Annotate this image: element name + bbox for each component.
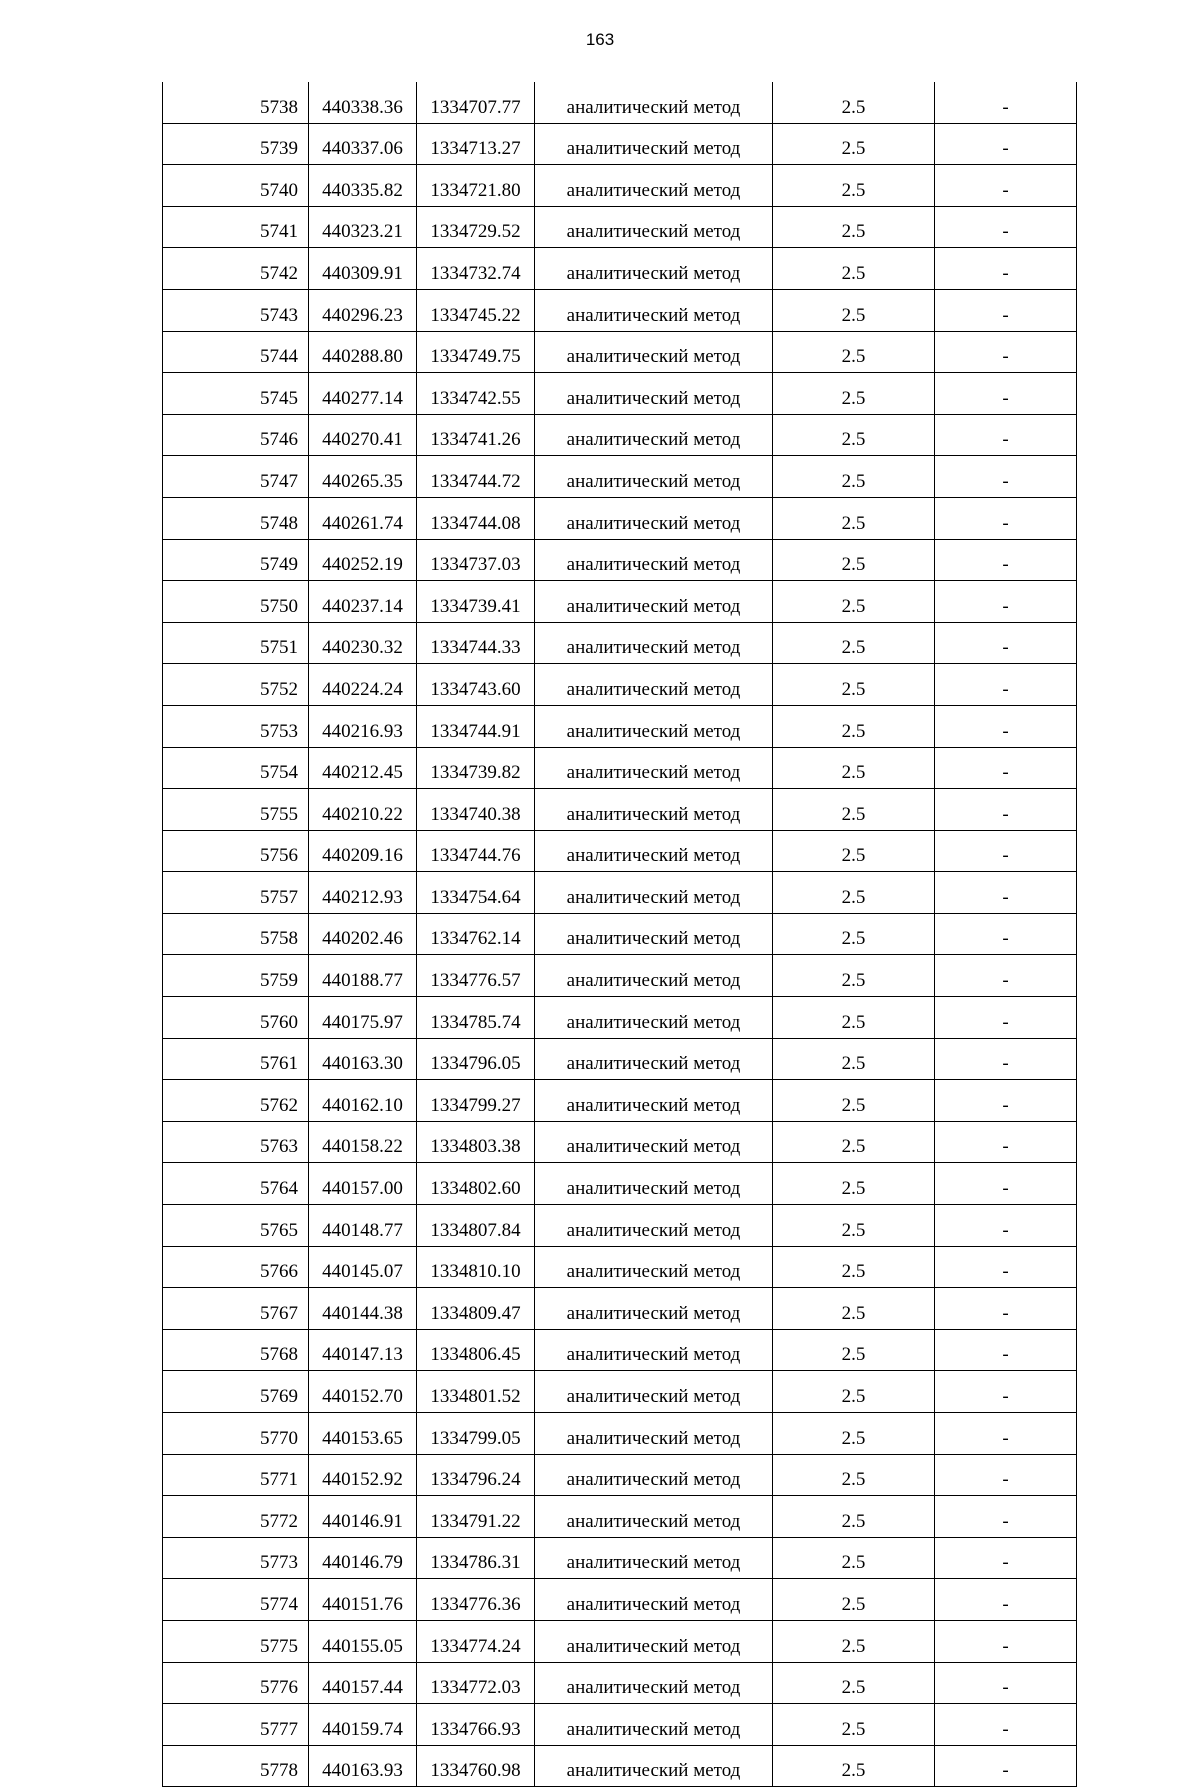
accuracy-cell: 2.5 xyxy=(773,789,935,831)
accuracy-cell: 2.5 xyxy=(773,997,935,1039)
coordinates-table-body xyxy=(163,82,1077,1787)
table-row xyxy=(163,82,1077,123)
note-cell: - xyxy=(935,581,1077,623)
table-row xyxy=(163,456,1077,498)
table-row xyxy=(163,1413,1077,1455)
point-number-cell: 5765 xyxy=(163,1205,309,1247)
table-row xyxy=(163,1620,1077,1662)
note-cell: - xyxy=(935,1537,1077,1579)
note-cell: - xyxy=(935,1454,1077,1496)
note-cell: - xyxy=(935,414,1077,456)
point-number-cell: 5742 xyxy=(163,248,309,290)
note-cell: - xyxy=(935,913,1077,955)
y-coordinate-cell: 1334739.41 xyxy=(417,581,535,623)
y-coordinate-cell: 1334796.05 xyxy=(417,1038,535,1080)
method-cell: аналитический метод xyxy=(535,497,773,539)
y-coordinate-cell: 1334754.64 xyxy=(417,872,535,914)
point-number-cell: 5745 xyxy=(163,373,309,415)
x-coordinate-cell: 440144.38 xyxy=(309,1288,417,1330)
point-number-cell: 5775 xyxy=(163,1620,309,1662)
method-cell: аналитический метод xyxy=(535,1704,773,1746)
table-row xyxy=(163,373,1077,415)
x-coordinate-cell: 440151.76 xyxy=(309,1579,417,1621)
x-coordinate-cell: 440147.13 xyxy=(309,1329,417,1371)
x-coordinate-cell: 440152.92 xyxy=(309,1454,417,1496)
y-coordinate-cell: 1334774.24 xyxy=(417,1620,535,1662)
y-coordinate-cell: 1334762.14 xyxy=(417,913,535,955)
note-cell: - xyxy=(935,1579,1077,1621)
point-number-cell: 5764 xyxy=(163,1163,309,1205)
y-coordinate-cell: 1334791.22 xyxy=(417,1496,535,1538)
accuracy-cell: 2.5 xyxy=(773,1205,935,1247)
point-number-cell: 5762 xyxy=(163,1080,309,1122)
table-row xyxy=(163,1038,1077,1080)
y-coordinate-cell: 1334802.60 xyxy=(417,1163,535,1205)
method-cell: аналитический метод xyxy=(535,289,773,331)
note-cell: - xyxy=(935,664,1077,706)
note-cell: - xyxy=(935,165,1077,207)
y-coordinate-cell: 1334785.74 xyxy=(417,997,535,1039)
y-coordinate-cell: 1334772.03 xyxy=(417,1662,535,1704)
table-row xyxy=(163,123,1077,165)
table-row xyxy=(163,1080,1077,1122)
accuracy-cell: 2.5 xyxy=(773,1121,935,1163)
x-coordinate-cell: 440252.19 xyxy=(309,539,417,581)
accuracy-cell: 2.5 xyxy=(773,913,935,955)
accuracy-cell: 2.5 xyxy=(773,1662,935,1704)
method-cell: аналитический метод xyxy=(535,1038,773,1080)
note-cell: - xyxy=(935,1496,1077,1538)
table-row xyxy=(163,955,1077,997)
y-coordinate-cell: 1334749.75 xyxy=(417,331,535,373)
accuracy-cell: 2.5 xyxy=(773,1745,935,1787)
note-cell: - xyxy=(935,789,1077,831)
table-row xyxy=(163,539,1077,581)
table-row xyxy=(163,1288,1077,1330)
accuracy-cell: 2.5 xyxy=(773,622,935,664)
note-cell: - xyxy=(935,747,1077,789)
point-number-cell: 5771 xyxy=(163,1454,309,1496)
accuracy-cell: 2.5 xyxy=(773,206,935,248)
table-row xyxy=(163,622,1077,664)
point-number-cell: 5770 xyxy=(163,1413,309,1455)
table-row xyxy=(163,1205,1077,1247)
note-cell: - xyxy=(935,1662,1077,1704)
accuracy-cell: 2.5 xyxy=(773,1246,935,1288)
point-number-cell: 5752 xyxy=(163,664,309,706)
x-coordinate-cell: 440148.77 xyxy=(309,1205,417,1247)
y-coordinate-cell: 1334803.38 xyxy=(417,1121,535,1163)
accuracy-cell: 2.5 xyxy=(773,414,935,456)
x-coordinate-cell: 440288.80 xyxy=(309,331,417,373)
method-cell: аналитический метод xyxy=(535,830,773,872)
point-number-cell: 5776 xyxy=(163,1662,309,1704)
x-coordinate-cell: 440210.22 xyxy=(309,789,417,831)
table-row xyxy=(163,165,1077,207)
method-cell: аналитический метод xyxy=(535,1496,773,1538)
point-number-cell: 5743 xyxy=(163,289,309,331)
x-coordinate-cell: 440146.91 xyxy=(309,1496,417,1538)
x-coordinate-cell: 440212.45 xyxy=(309,747,417,789)
accuracy-cell: 2.5 xyxy=(773,456,935,498)
method-cell: аналитический метод xyxy=(535,913,773,955)
method-cell: аналитический метод xyxy=(535,872,773,914)
point-number-cell: 5750 xyxy=(163,581,309,623)
table-row xyxy=(163,913,1077,955)
point-number-cell: 5747 xyxy=(163,456,309,498)
method-cell: аналитический метод xyxy=(535,539,773,581)
table-row xyxy=(163,705,1077,747)
x-coordinate-cell: 440335.82 xyxy=(309,165,417,207)
note-cell: - xyxy=(935,1288,1077,1330)
method-cell: аналитический метод xyxy=(535,1163,773,1205)
x-coordinate-cell: 440155.05 xyxy=(309,1620,417,1662)
x-coordinate-cell: 440175.97 xyxy=(309,997,417,1039)
page-number: 163 xyxy=(585,30,615,49)
table-row xyxy=(163,1454,1077,1496)
table-row xyxy=(163,997,1077,1039)
x-coordinate-cell: 440158.22 xyxy=(309,1121,417,1163)
table-row xyxy=(163,289,1077,331)
method-cell: аналитический метод xyxy=(535,206,773,248)
coordinates-table xyxy=(162,82,1077,1787)
x-coordinate-cell: 440237.14 xyxy=(309,581,417,623)
y-coordinate-cell: 1334809.47 xyxy=(417,1288,535,1330)
table-row xyxy=(163,747,1077,789)
point-number-cell: 5744 xyxy=(163,331,309,373)
accuracy-cell: 2.5 xyxy=(773,872,935,914)
accuracy-cell: 2.5 xyxy=(773,1163,935,1205)
point-number-cell: 5760 xyxy=(163,997,309,1039)
method-cell: аналитический метод xyxy=(535,1579,773,1621)
x-coordinate-cell: 440261.74 xyxy=(309,497,417,539)
x-coordinate-cell: 440209.16 xyxy=(309,830,417,872)
y-coordinate-cell: 1334807.84 xyxy=(417,1205,535,1247)
x-coordinate-cell: 440163.30 xyxy=(309,1038,417,1080)
y-coordinate-cell: 1334801.52 xyxy=(417,1371,535,1413)
y-coordinate-cell: 1334732.74 xyxy=(417,248,535,290)
table-row xyxy=(163,1745,1077,1787)
point-number-cell: 5761 xyxy=(163,1038,309,1080)
accuracy-cell: 2.5 xyxy=(773,289,935,331)
point-number-cell: 5758 xyxy=(163,913,309,955)
x-coordinate-cell: 440337.06 xyxy=(309,123,417,165)
point-number-cell: 5753 xyxy=(163,705,309,747)
y-coordinate-cell: 1334796.24 xyxy=(417,1454,535,1496)
accuracy-cell: 2.5 xyxy=(773,539,935,581)
note-cell: - xyxy=(935,622,1077,664)
table-row xyxy=(163,664,1077,706)
x-coordinate-cell: 440152.70 xyxy=(309,1371,417,1413)
y-coordinate-cell: 1334744.76 xyxy=(417,830,535,872)
note-cell: - xyxy=(935,1329,1077,1371)
point-number-cell: 5778 xyxy=(163,1745,309,1787)
note-cell: - xyxy=(935,248,1077,290)
table-row xyxy=(163,789,1077,831)
method-cell: аналитический метод xyxy=(535,1205,773,1247)
method-cell: аналитический метод xyxy=(535,1329,773,1371)
y-coordinate-cell: 1334713.27 xyxy=(417,123,535,165)
note-cell: - xyxy=(935,1205,1077,1247)
point-number-cell: 5772 xyxy=(163,1496,309,1538)
note-cell: - xyxy=(935,1163,1077,1205)
table-row xyxy=(163,1329,1077,1371)
y-coordinate-cell: 1334744.72 xyxy=(417,456,535,498)
y-coordinate-cell: 1334707.77 xyxy=(417,82,535,123)
accuracy-cell: 2.5 xyxy=(773,664,935,706)
method-cell: аналитический метод xyxy=(535,123,773,165)
accuracy-cell: 2.5 xyxy=(773,581,935,623)
accuracy-cell: 2.5 xyxy=(773,705,935,747)
note-cell: - xyxy=(935,872,1077,914)
x-coordinate-cell: 440157.44 xyxy=(309,1662,417,1704)
table-row xyxy=(163,872,1077,914)
x-coordinate-cell: 440188.77 xyxy=(309,955,417,997)
note-cell: - xyxy=(935,1246,1077,1288)
x-coordinate-cell: 440270.41 xyxy=(309,414,417,456)
method-cell: аналитический метод xyxy=(535,331,773,373)
note-cell: - xyxy=(935,830,1077,872)
table-row xyxy=(163,581,1077,623)
point-number-cell: 5754 xyxy=(163,747,309,789)
point-number-cell: 5768 xyxy=(163,1329,309,1371)
method-cell: аналитический метод xyxy=(535,1620,773,1662)
note-cell: - xyxy=(935,1745,1077,1787)
point-number-cell: 5763 xyxy=(163,1121,309,1163)
note-cell: - xyxy=(935,289,1077,331)
y-coordinate-cell: 1334740.38 xyxy=(417,789,535,831)
table-row xyxy=(163,1246,1077,1288)
point-number-cell: 5773 xyxy=(163,1537,309,1579)
x-coordinate-cell: 440265.35 xyxy=(309,456,417,498)
method-cell: аналитический метод xyxy=(535,1121,773,1163)
point-number-cell: 5769 xyxy=(163,1371,309,1413)
note-cell: - xyxy=(935,123,1077,165)
point-number-cell: 5740 xyxy=(163,165,309,207)
x-coordinate-cell: 440216.93 xyxy=(309,705,417,747)
method-cell: аналитический метод xyxy=(535,1288,773,1330)
method-cell: аналитический метод xyxy=(535,622,773,664)
method-cell: аналитический метод xyxy=(535,664,773,706)
point-number-cell: 5774 xyxy=(163,1579,309,1621)
table-row xyxy=(163,331,1077,373)
x-coordinate-cell: 440212.93 xyxy=(309,872,417,914)
method-cell: аналитический метод xyxy=(535,248,773,290)
point-number-cell: 5766 xyxy=(163,1246,309,1288)
y-coordinate-cell: 1334766.93 xyxy=(417,1704,535,1746)
method-cell: аналитический метод xyxy=(535,1745,773,1787)
x-coordinate-cell: 440202.46 xyxy=(309,913,417,955)
point-number-cell: 5746 xyxy=(163,414,309,456)
accuracy-cell: 2.5 xyxy=(773,1537,935,1579)
point-number-cell: 5767 xyxy=(163,1288,309,1330)
note-cell: - xyxy=(935,206,1077,248)
x-coordinate-cell: 440323.21 xyxy=(309,206,417,248)
table-row xyxy=(163,1496,1077,1538)
note-cell: - xyxy=(935,1704,1077,1746)
method-cell: аналитический метод xyxy=(535,581,773,623)
y-coordinate-cell: 1334810.10 xyxy=(417,1246,535,1288)
method-cell: аналитический метод xyxy=(535,955,773,997)
accuracy-cell: 2.5 xyxy=(773,1704,935,1746)
note-cell: - xyxy=(935,1121,1077,1163)
y-coordinate-cell: 1334744.08 xyxy=(417,497,535,539)
method-cell: аналитический метод xyxy=(535,456,773,498)
point-number-cell: 5777 xyxy=(163,1704,309,1746)
point-number-cell: 5741 xyxy=(163,206,309,248)
method-cell: аналитический метод xyxy=(535,997,773,1039)
x-coordinate-cell: 440338.36 xyxy=(309,82,417,123)
accuracy-cell: 2.5 xyxy=(773,373,935,415)
note-cell: - xyxy=(935,1038,1077,1080)
accuracy-cell: 2.5 xyxy=(773,82,935,123)
table-row xyxy=(163,1163,1077,1205)
table-row xyxy=(163,1537,1077,1579)
accuracy-cell: 2.5 xyxy=(773,1038,935,1080)
point-number-cell: 5755 xyxy=(163,789,309,831)
table-row xyxy=(163,1662,1077,1704)
x-coordinate-cell: 440162.10 xyxy=(309,1080,417,1122)
method-cell: аналитический метод xyxy=(535,1080,773,1122)
accuracy-cell: 2.5 xyxy=(773,497,935,539)
method-cell: аналитический метод xyxy=(535,414,773,456)
table-row xyxy=(163,1121,1077,1163)
x-coordinate-cell: 440153.65 xyxy=(309,1413,417,1455)
note-cell: - xyxy=(935,1080,1077,1122)
y-coordinate-cell: 1334742.55 xyxy=(417,373,535,415)
point-number-cell: 5749 xyxy=(163,539,309,581)
x-coordinate-cell: 440145.07 xyxy=(309,1246,417,1288)
accuracy-cell: 2.5 xyxy=(773,1413,935,1455)
accuracy-cell: 2.5 xyxy=(773,331,935,373)
method-cell: аналитический метод xyxy=(535,1371,773,1413)
note-cell: - xyxy=(935,331,1077,373)
note-cell: - xyxy=(935,497,1077,539)
y-coordinate-cell: 1334721.80 xyxy=(417,165,535,207)
y-coordinate-cell: 1334744.91 xyxy=(417,705,535,747)
y-coordinate-cell: 1334744.33 xyxy=(417,622,535,664)
y-coordinate-cell: 1334729.52 xyxy=(417,206,535,248)
y-coordinate-cell: 1334741.26 xyxy=(417,414,535,456)
method-cell: аналитический метод xyxy=(535,373,773,415)
method-cell: аналитический метод xyxy=(535,1662,773,1704)
method-cell: аналитический метод xyxy=(535,82,773,123)
accuracy-cell: 2.5 xyxy=(773,248,935,290)
x-coordinate-cell: 440277.14 xyxy=(309,373,417,415)
method-cell: аналитический метод xyxy=(535,1454,773,1496)
table-row xyxy=(163,497,1077,539)
table-row xyxy=(163,1704,1077,1746)
accuracy-cell: 2.5 xyxy=(773,1329,935,1371)
accuracy-cell: 2.5 xyxy=(773,123,935,165)
table-row xyxy=(163,1371,1077,1413)
accuracy-cell: 2.5 xyxy=(773,955,935,997)
y-coordinate-cell: 1334745.22 xyxy=(417,289,535,331)
note-cell: - xyxy=(935,955,1077,997)
method-cell: аналитический метод xyxy=(535,1246,773,1288)
point-number-cell: 5756 xyxy=(163,830,309,872)
note-cell: - xyxy=(935,373,1077,415)
accuracy-cell: 2.5 xyxy=(773,1288,935,1330)
table-row xyxy=(163,414,1077,456)
point-number-cell: 5738 xyxy=(163,82,309,123)
accuracy-cell: 2.5 xyxy=(773,1620,935,1662)
y-coordinate-cell: 1334776.57 xyxy=(417,955,535,997)
note-cell: - xyxy=(935,82,1077,123)
x-coordinate-cell: 440146.79 xyxy=(309,1537,417,1579)
point-number-cell: 5759 xyxy=(163,955,309,997)
accuracy-cell: 2.5 xyxy=(773,1454,935,1496)
y-coordinate-cell: 1334737.03 xyxy=(417,539,535,581)
y-coordinate-cell: 1334739.82 xyxy=(417,747,535,789)
point-number-cell: 5748 xyxy=(163,497,309,539)
x-coordinate-cell: 440309.91 xyxy=(309,248,417,290)
point-number-cell: 5739 xyxy=(163,123,309,165)
method-cell: аналитический метод xyxy=(535,165,773,207)
x-coordinate-cell: 440296.23 xyxy=(309,289,417,331)
method-cell: аналитический метод xyxy=(535,747,773,789)
method-cell: аналитический метод xyxy=(535,1537,773,1579)
table-row xyxy=(163,1579,1077,1621)
method-cell: аналитический метод xyxy=(535,789,773,831)
note-cell: - xyxy=(935,1620,1077,1662)
note-cell: - xyxy=(935,539,1077,581)
y-coordinate-cell: 1334786.31 xyxy=(417,1537,535,1579)
accuracy-cell: 2.5 xyxy=(773,165,935,207)
y-coordinate-cell: 1334743.60 xyxy=(417,664,535,706)
y-coordinate-cell: 1334760.98 xyxy=(417,1745,535,1787)
x-coordinate-cell: 440159.74 xyxy=(309,1704,417,1746)
table-row xyxy=(163,248,1077,290)
table-row xyxy=(163,830,1077,872)
y-coordinate-cell: 1334776.36 xyxy=(417,1579,535,1621)
method-cell: аналитический метод xyxy=(535,705,773,747)
y-coordinate-cell: 1334799.05 xyxy=(417,1413,535,1455)
note-cell: - xyxy=(935,1413,1077,1455)
x-coordinate-cell: 440157.00 xyxy=(309,1163,417,1205)
accuracy-cell: 2.5 xyxy=(773,1371,935,1413)
x-coordinate-cell: 440163.93 xyxy=(309,1745,417,1787)
note-cell: - xyxy=(935,1371,1077,1413)
point-number-cell: 5751 xyxy=(163,622,309,664)
note-cell: - xyxy=(935,456,1077,498)
point-number-cell: 5757 xyxy=(163,872,309,914)
x-coordinate-cell: 440230.32 xyxy=(309,622,417,664)
accuracy-cell: 2.5 xyxy=(773,1496,935,1538)
table-row xyxy=(163,206,1077,248)
accuracy-cell: 2.5 xyxy=(773,1080,935,1122)
y-coordinate-cell: 1334806.45 xyxy=(417,1329,535,1371)
accuracy-cell: 2.5 xyxy=(773,747,935,789)
accuracy-cell: 2.5 xyxy=(773,830,935,872)
y-coordinate-cell: 1334799.27 xyxy=(417,1080,535,1122)
x-coordinate-cell: 440224.24 xyxy=(309,664,417,706)
method-cell: аналитический метод xyxy=(535,1413,773,1455)
accuracy-cell: 2.5 xyxy=(773,1579,935,1621)
note-cell: - xyxy=(935,997,1077,1039)
note-cell: - xyxy=(935,705,1077,747)
